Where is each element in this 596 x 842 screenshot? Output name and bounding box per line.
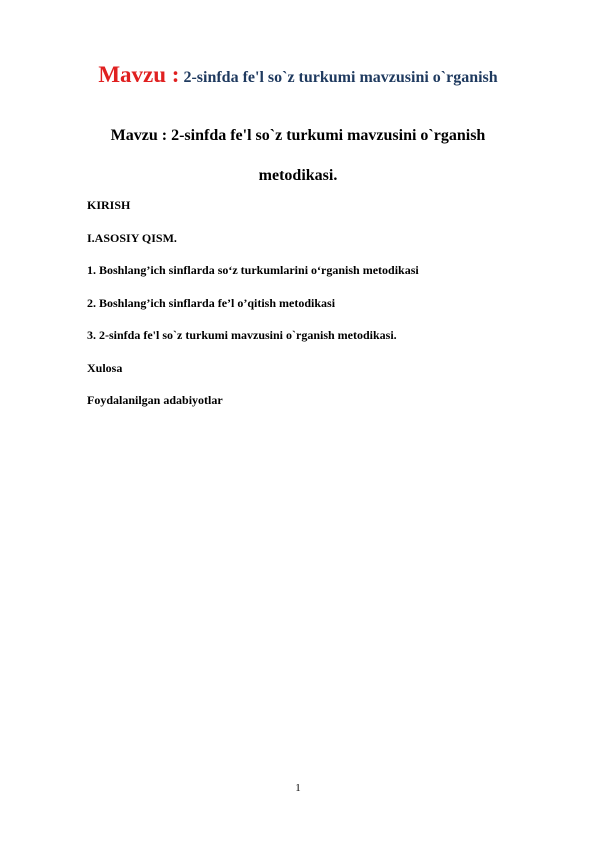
toc-item-section-3: 3. 2-sinfda fe'l so`z turkumi mavzusini o`rganish metodikasi. [87,328,397,342]
toc-item-asosiy-qism: I.ASOSIY QISM. [87,230,177,245]
header-label: Mavzu : [98,62,180,87]
page-number: 1 [295,782,301,794]
toc-item-section-1: 1. Boshlang’ich sinflarda so‘z turkumlarini o‘rganish metodikasi [87,263,419,277]
table-of-contents [87,196,547,424]
main-title-line-2: metodikasi. [258,167,338,184]
main-title-line-1: Mavzu : 2-sinfda fe'l so`z turkumi mavzusini o`rganish [110,127,486,144]
toc-item-adabiyotlar: Foydalanilgan adabiyotlar [87,393,223,407]
header-topic: 2-sinfda fe'l so`z turkumi mavzusini o`rganish [183,69,498,86]
main-title [0,116,596,196]
toc-item-section-2: 2. Boshlang’ich sinflarda fe’l o’qitish metodikasi [87,295,336,310]
toc-item-xulosa: Xulosa [87,360,123,375]
header-title [0,62,596,88]
toc-item-kirish: KIRISH [87,198,131,212]
